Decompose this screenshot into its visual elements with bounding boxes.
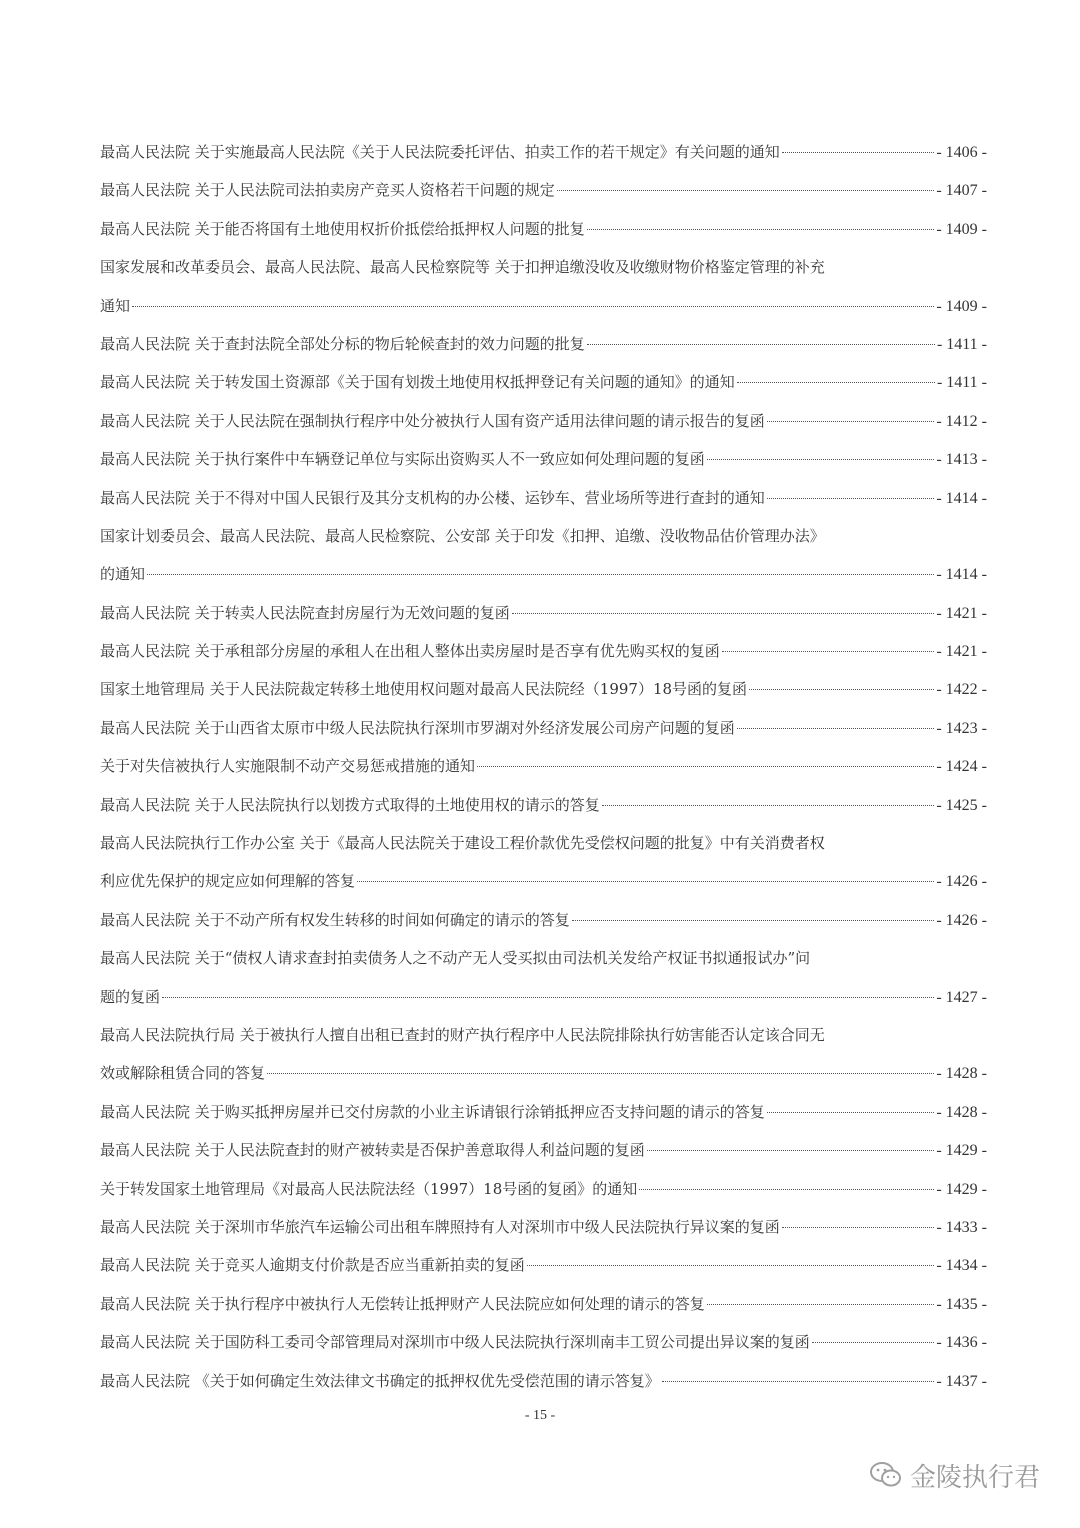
dot-leader (647, 1150, 935, 1151)
toc-entry-page: - 1409 - (936, 220, 987, 238)
toc-entry[interactable] (100, 133, 987, 171)
toc-entry[interactable] (100, 1323, 987, 1361)
toc-entry-title: 最高人民法院 关于竞买人逾期支付价款是否应当重新拍卖的复函 (100, 1256, 525, 1275)
dot-leader (357, 881, 934, 882)
toc-entry-page: - 1411 - (936, 374, 987, 392)
toc-entry-title: 最高人民法院 关于执行程序中被执行人无偿转让抵押财产人民法院应如何处理的请示的答复 (100, 1294, 705, 1313)
toc-entry[interactable] (100, 786, 987, 824)
toc-entry[interactable] (100, 594, 987, 632)
toc-entry[interactable] (100, 555, 987, 593)
toc-entry-line: 最高人民法院 关于“债权人请求查封拍卖债务人之不动产无人受买拟由司法机关发给产权证书拟通报试办”问 (100, 949, 811, 968)
dot-leader (602, 805, 935, 806)
toc-entry-title: 利应优先保护的规定应如何理解的答复 (100, 872, 356, 891)
toc-entry-title: 最高人民法院 关于执行案件中车辆登记单位与实际出资购买人不一致应如何处理问题的复函 (100, 450, 705, 469)
dot-leader (572, 920, 935, 921)
toc-entry-page: - 1414 - (936, 489, 987, 507)
dot-leader (147, 574, 934, 575)
toc-entry-title: 最高人民法院 关于山西省太原市中级人民法院执行深圳市罗湖对外经济发展公司房产问题的复函 (100, 718, 735, 737)
toc-entry-title: 最高人民法院 关于承租部分房屋的承租人在出租人整体出卖房屋时是否享有优先购买权的复函 (100, 642, 720, 661)
toc-entry[interactable] (100, 670, 987, 708)
toc-entry[interactable] (100, 978, 987, 1016)
toc-entry-page: - 1434 - (936, 1257, 987, 1275)
toc-entry-page: - 1407 - (936, 182, 987, 200)
dot-leader (587, 344, 935, 345)
toc-entry[interactable] (100, 1131, 987, 1169)
toc-entry[interactable] (100, 210, 987, 248)
toc-entry[interactable] (100, 402, 987, 440)
dot-leader (587, 229, 935, 230)
dot-leader (639, 1189, 934, 1190)
toc-entry[interactable] (100, 363, 987, 401)
toc-entry-page: - 1424 - (936, 758, 987, 776)
toc-entry-title: 题的复函 (100, 987, 161, 1006)
toc-entry[interactable] (100, 1246, 987, 1284)
dot-leader (749, 689, 934, 690)
dot-leader (737, 382, 935, 383)
toc-entry[interactable] (100, 709, 987, 747)
toc-entry-title: 关于对失信被执行人实施限制不动产交易惩戒措施的通知 (100, 757, 476, 776)
toc-entry-title: 最高人民法院 关于不动产所有权发生转移的时间如何确定的请示的答复 (100, 910, 570, 929)
dot-leader (767, 498, 935, 499)
toc-entry-title: 最高人民法院 关于人民法院执行以划拨方式取得的土地使用权的请示的答复 (100, 795, 600, 814)
toc-entry-title: 通知 (100, 296, 131, 315)
toc-entry[interactable] (100, 901, 987, 939)
toc-entry-page: - 1433 - (936, 1218, 987, 1236)
toc-entry-page: - 1428 - (936, 1065, 987, 1083)
toc-entry-title: 最高人民法院 关于转卖人民法院查封房屋行为无效问题的复函 (100, 603, 510, 622)
toc-entry-line: 国家计划委员会、最高人民法院、最高人民检察院、公安部 关于印发《扣押、追缴、没收物品估价管理办法》 (100, 526, 825, 545)
toc-entry-title: 最高人民法院 关于实施最高人民法院《关于人民法院委托评估、拍卖工作的若干规定》有关问题的通知 (100, 143, 780, 161)
toc-entry-title: 最高人民法院 关于购买抵押房屋并已交付房款的小业主诉请银行涂销抵押应否支持问题的请示的答复 (100, 1102, 765, 1121)
toc-entry[interactable] (100, 1208, 987, 1246)
toc-entry-title: 最高人民法院 关于转发国土资源部《关于国有划拨土地使用权抵押登记有关问题的通知》的通知 (100, 373, 735, 392)
dot-leader (162, 997, 934, 998)
toc-entry[interactable] (100, 171, 987, 209)
toc-entry[interactable] (100, 1093, 987, 1131)
dot-leader (812, 1342, 935, 1343)
toc-entry-page: - 1426 - (936, 873, 987, 891)
toc-entry-page: - 1421 - (936, 604, 987, 622)
dot-leader (707, 459, 935, 460)
table-of-contents (100, 133, 987, 1400)
toc-entry[interactable] (100, 632, 987, 670)
toc-entry-title: 最高人民法院 《关于如何确定生效法律文书确定的抵押权优先受偿范围的请示答复》 (100, 1371, 660, 1390)
dot-leader (782, 152, 935, 153)
toc-entry-page: - 1414 - (936, 566, 987, 584)
toc-entry-title: 效或解除租赁合同的答复 (100, 1064, 266, 1083)
toc-entry-page: - 1435 - (936, 1295, 987, 1313)
dot-leader (767, 1112, 935, 1113)
wechat-icon (870, 1461, 902, 1489)
toc-entry-line: 最高人民法院执行局 关于被执行人擅自出租已查封的财产执行程序中人民法院排除执行妨害能否认定该合同无 (100, 1025, 825, 1044)
dot-leader (707, 1304, 935, 1305)
toc-entry-page: - 1421 - (936, 643, 987, 661)
dot-leader (527, 1265, 935, 1266)
page-number: - 15 - (524, 1408, 556, 1423)
toc-entry-title: 最高人民法院 关于人民法院查封的财产被转卖是否保护善意取得人利益问题的复函 (100, 1141, 645, 1160)
dot-leader (557, 190, 935, 191)
toc-entry-page: - 1429 - (936, 1180, 987, 1198)
toc-entry-page: - 1409 - (936, 297, 987, 315)
watermark-text: 金陵执行君 (910, 1462, 1041, 1493)
toc-entry-page: - 1422 - (936, 681, 987, 699)
toc-entry[interactable] (100, 1285, 987, 1323)
toc-entry-page: - 1411 - (936, 335, 987, 353)
toc-entry[interactable] (100, 747, 987, 785)
toc-entry-title: 最高人民法院 关于能否将国有土地使用权折价抵偿给抵押权人问题的批复 (100, 219, 585, 238)
toc-entry-title: 最高人民法院 关于不得对中国人民银行及其分支机构的办公楼、运钞车、营业场所等进行查封的通知 (100, 488, 765, 507)
toc-entry-page: - 1427 - (936, 988, 987, 1006)
toc-entry-page: - 1423 - (936, 719, 987, 737)
toc-entry[interactable] (100, 287, 987, 325)
toc-entry-line: 最高人民法院执行工作办公室 关于《最高人民法院关于建设工程价款优先受偿权问题的批复》中有关消费者权 (100, 834, 825, 853)
toc-entry-title: 最高人民法院 关于人民法院在强制执行程序中处分被执行人国有资产适用法律问题的请示报告的复函 (100, 411, 765, 430)
toc-entry-page: - 1429 - (936, 1142, 987, 1160)
toc-entry-title: 最高人民法院 关于国防科工委司令部管理局对深圳市中级人民法院执行深圳南丰工贸公司提出异议案的复函 (100, 1333, 810, 1352)
toc-entry-title: 国家土地管理局 关于人民法院裁定转移土地使用权问题对最高人民法院经（1997）18号函的复函 (100, 680, 748, 699)
toc-entry-title: 的通知 (100, 565, 146, 584)
toc-entry-title: 最高人民法院 关于人民法院司法拍卖房产竞买人资格若干问题的规定 (100, 181, 555, 200)
toc-entry[interactable] (100, 1054, 987, 1092)
toc-entry[interactable] (100, 1170, 987, 1208)
toc-entry[interactable] (100, 440, 987, 478)
toc-entry[interactable] (100, 325, 987, 363)
dot-leader (767, 421, 935, 422)
dot-leader (477, 766, 934, 767)
toc-entry-page: - 1436 - (936, 1334, 987, 1352)
toc-entry-page: - 1426 - (936, 911, 987, 929)
dot-leader (737, 728, 935, 729)
watermark (870, 1455, 1060, 1495)
toc-entry-title: 关于转发国家土地管理局《对最高人民法院法经（1997）18号函的复函》的通知 (100, 1179, 638, 1198)
dot-leader (722, 651, 935, 652)
toc-entry[interactable] (100, 1362, 987, 1400)
dot-leader (267, 1073, 934, 1074)
toc-entry-title: 最高人民法院 关于查封法院全部处分标的物后轮候查封的效力问题的批复 (100, 334, 585, 353)
dot-leader (512, 613, 935, 614)
toc-entry-title: 最高人民法院 关于深圳市华旅汽车运输公司出租车牌照持有人对深圳市中级人民法院执行异议案的复函 (100, 1217, 780, 1236)
toc-entry-line: 国家发展和改革委员会、最高人民法院、最高人民检察院等 关于扣押追缴没收及收缴财物价格鉴定管理的补充 (100, 258, 825, 277)
dot-leader (782, 1227, 935, 1228)
dot-leader (132, 306, 934, 307)
toc-entry-page: - 1437 - (936, 1372, 987, 1390)
toc-entry-page: - 1428 - (936, 1103, 987, 1121)
toc-entry[interactable] (100, 479, 987, 517)
toc-entry-page: - 1425 - (936, 796, 987, 814)
toc-entry[interactable] (100, 862, 987, 900)
toc-entry-page: - 1413 - (936, 451, 987, 469)
dot-leader (662, 1381, 935, 1382)
toc-entry-page: - 1406 - (936, 144, 987, 161)
toc-entry-page: - 1412 - (936, 412, 987, 430)
